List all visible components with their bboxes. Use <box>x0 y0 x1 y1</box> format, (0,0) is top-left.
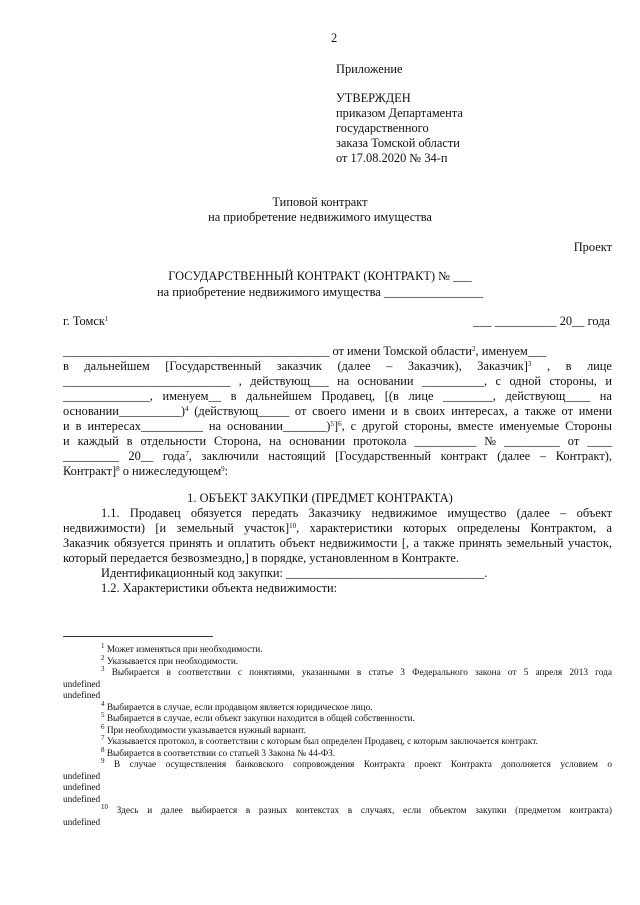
text-run: ___________________________________________ от имени Томской области$^2$, именуем___ <box>63 344 547 358</box>
text-run: и каждый в отдельности Сторона, на основании протокола __________ № _________ от ____ <box>63 434 612 448</box>
footnote-line <box>63 699 612 715</box>
text-run: $^5$ Выбирается в случае, если объект закупки находится в общей собственности. <box>101 711 415 724</box>
text-run: _________ 20__ года$^7$, заключили настоящий [Государственный контракт (далее – Контракт), <box>63 449 612 463</box>
text-run: Заказчик обязуется принять и оплатить объект недвижимости [, а также принять земельный участок, <box>63 536 612 550</box>
footnote-line <box>63 745 612 761</box>
text-run: ______________, <box>63 389 153 403</box>
text-run: который передается безвозмездно,] в порядке, установленном в Контракте. <box>63 551 459 565</box>
text-run: , <box>238 374 242 388</box>
text-run: $^9$ В случае осуществления банковского сопровождения Контракта проект Контракта дополняется условием о <box>101 757 612 770</box>
clause-line <box>63 506 612 521</box>
text-run: (далее <box>337 359 371 373</box>
footnote-line <box>63 722 612 738</box>
text-run: основании__________)$^4$ (действующ_____ от своего имени и в своих интересах, а также от имени <box>63 404 612 418</box>
preamble <box>63 344 612 479</box>
footnote-number: 2 <box>101 653 105 662</box>
text-run: с <box>495 374 501 388</box>
contract-city <box>63 314 108 329</box>
footnote-line <box>63 772 612 784</box>
draft-label: Проект <box>573 240 612 254</box>
text-run: именуем__ <box>162 389 221 403</box>
text-run: undefined <box>63 783 101 793</box>
city-footnote-ref: 1 <box>104 315 109 323</box>
footnote-line <box>63 783 612 795</box>
preamble-line <box>63 374 612 389</box>
text-run: $^4$ Выбирается в случае, если продавцом является юридическое лицо. <box>101 699 373 713</box>
text-run: undefined <box>63 679 101 690</box>
preamble-line <box>63 344 612 359</box>
text-run: ___________________________ <box>63 374 231 388</box>
footnote-number: 6 <box>101 722 105 731</box>
text-run: в <box>565 359 572 373</box>
page-number: 2 <box>331 31 338 45</box>
text-run: __________, <box>422 374 488 388</box>
footnote-line <box>63 665 612 680</box>
approved-label: УТВЕРЖДЕН <box>336 91 411 105</box>
text-run: undefined <box>63 794 101 805</box>
contract-subtitle: на приобретение недвижимого имущества ________________ <box>156 285 484 299</box>
text-run: лице <box>408 389 434 403</box>
footnote-line <box>63 642 612 657</box>
footnote-line <box>63 734 612 749</box>
city-name: г. Томск <box>63 314 105 328</box>
footnote-number: 10 <box>101 803 108 811</box>
text-run: Заказчик]$^3$ <box>477 359 532 373</box>
footnote-ref: 8 <box>116 465 120 473</box>
text-run: дальнейшем <box>246 389 312 403</box>
text-run: действующ____ <box>505 389 591 403</box>
footnote-line <box>63 795 612 807</box>
footnote-ref: 6 <box>338 420 342 428</box>
approval-line: государственного <box>336 121 429 135</box>
text-run: $^3$ Выбирается в соответствии с понятиями, указанными в статье 3 Федерального закона от 5 апреля 2013 года <box>101 665 612 678</box>
footnote-line <box>63 818 612 830</box>
footnote-number: 9 <box>101 757 105 765</box>
clause-1-1 <box>63 506 612 566</box>
text-run: undefined <box>63 771 101 782</box>
footnote-number: 1 <box>101 642 105 650</box>
text-run: , <box>546 359 551 373</box>
approval-line: приказом Департамента <box>336 106 463 120</box>
text-run: в <box>63 359 69 373</box>
text-run: на <box>337 374 350 388</box>
text-run: $^7$ Указывается протокол, в соответствии с которым был определен Продавец, с которым заключается контракт. <box>101 734 538 747</box>
footnote-number: 4 <box>101 699 105 708</box>
preamble-line <box>63 464 612 479</box>
approval-line: от 17.08.2020 № 34-п <box>336 151 448 165</box>
footnote-number: 8 <box>101 745 105 754</box>
footnote-ref: 5 <box>330 420 334 428</box>
text-run: $^6$ При необходимости указывается нужный вариант. <box>101 722 306 736</box>
text-run: – <box>386 359 393 373</box>
footnote-line <box>63 653 612 669</box>
clause-line <box>63 536 612 551</box>
text-run: и в интересах__________ на основании_______)$^5$]$^6$, с другой стороны, вместе именуемые Стороны <box>63 419 612 433</box>
text-run: $^1$ Может изменяться при необходимости. <box>101 642 263 655</box>
text-run: действующ___ <box>250 374 329 388</box>
text-run: дальнейшем <box>84 359 150 373</box>
text-run: недвижимости) [и земельный участок]$^{10}$, характеристики которых определены Контрактом, а <box>63 521 612 535</box>
text-run: [(в <box>384 389 399 403</box>
footnote-line <box>63 757 612 772</box>
text-run: $^8$ Выбирается в соответствии со статьей 3 Закона № 44-ФЗ. <box>101 745 336 759</box>
footnote-line <box>63 711 612 726</box>
preamble-line <box>63 359 612 374</box>
footnote-number: 3 <box>101 665 105 673</box>
text-run: undefined <box>63 817 101 828</box>
text-run: на <box>599 389 612 403</box>
clause-1-2: 1.2. Характеристики объекта недвижимости: <box>101 581 338 595</box>
footnotes <box>63 642 612 829</box>
approval-line: заказа Томской области <box>336 136 460 150</box>
clause-line <box>63 521 612 536</box>
contract-title: ГОСУДАРСТВЕННЫЙ КОНТРАКТ (КОНТРАКТ) № ___ <box>168 269 472 283</box>
doc-type-line2: на приобретение недвижимого имущества <box>208 210 432 224</box>
section-heading: 1. ОБЪЕКТ ЗАКУПКИ (ПРЕДМЕТ КОНТРАКТА) <box>187 491 453 505</box>
purchase-code: Идентификационный код закупки: ________________________________. <box>101 566 488 580</box>
text-run: $^2$ Указывается при необходимости. <box>101 653 239 667</box>
text-run: undefined <box>63 691 101 701</box>
text-run: ________, <box>443 389 496 403</box>
text-run: Заказчик), <box>407 359 462 373</box>
footnote-line <box>63 691 612 703</box>
text-run: Контракт]$^8$ о нижеследующем$^9$: <box>63 464 229 478</box>
text-run: и <box>605 374 612 388</box>
text-run: $^{10}$ Здесь и далее выбирается в разных контекстах в случаях, если объектом закупки (предметом контракта) <box>101 803 612 816</box>
text-run: одной <box>509 374 542 388</box>
footnote-ref: 2 <box>472 345 476 353</box>
footnote-ref: 10 <box>289 522 297 530</box>
footnote-ref: 7 <box>185 450 189 458</box>
footnote-line <box>63 680 612 692</box>
preamble-line <box>63 404 612 419</box>
footnote-ref: 4 <box>185 405 189 413</box>
doc-type-line1: Типовой контракт <box>272 195 368 209</box>
text-run: стороны, <box>549 374 597 388</box>
clause-line <box>63 551 612 566</box>
footnote-ref: 9 <box>221 465 225 473</box>
preamble-line <box>63 419 612 434</box>
text-run: основании <box>357 374 414 388</box>
text-run: заказчик <box>276 359 322 373</box>
appendix-heading: Приложение <box>336 62 403 76</box>
text-run: в <box>230 389 237 403</box>
preamble-line <box>63 434 612 449</box>
text-run: 1.1. Продавец обязуется передать Заказчику недвижимое имущество (далее – объект <box>101 506 612 520</box>
text-run: Продавец, <box>321 389 376 403</box>
footnote-number: 5 <box>101 711 105 719</box>
text-run: [Государственный <box>165 359 262 373</box>
footnote-ref: 3 <box>527 360 532 368</box>
contract-date: ___ __________ 20__ года <box>472 314 610 328</box>
footnote-line <box>63 803 612 818</box>
text-run: лице <box>586 359 612 373</box>
preamble-line <box>63 449 612 464</box>
footnote-divider <box>63 636 213 637</box>
preamble-line <box>63 389 612 404</box>
footnote-number: 7 <box>101 734 105 742</box>
